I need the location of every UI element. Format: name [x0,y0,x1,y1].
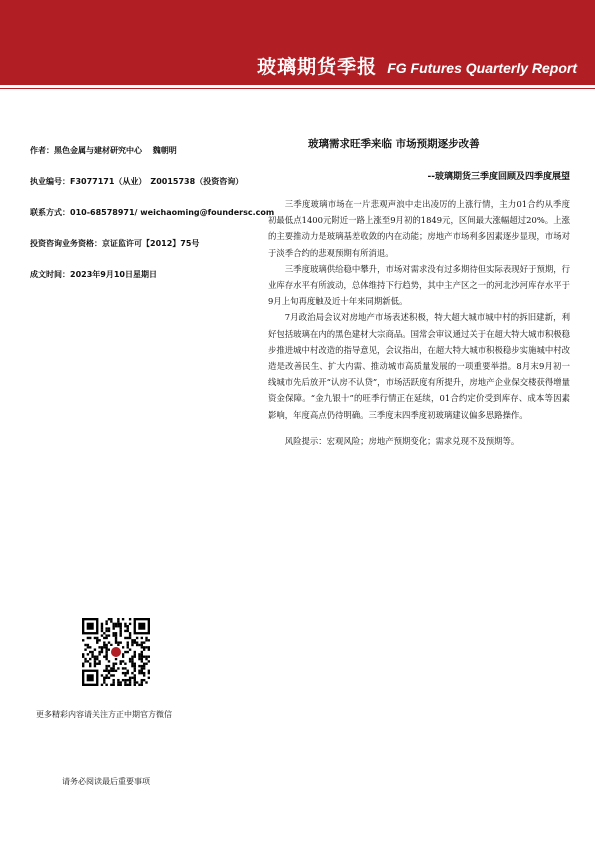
wechat-qr-code [82,618,150,686]
article [268,136,570,449]
footer-note: 请务必阅读最后重要事项 [62,777,150,786]
qr-caption: 更多精彩内容请关注方正中期官方微信 [36,710,172,719]
author-line: 作者：黑色金属与建材研究中心 魏朝明 [30,146,177,155]
qr-code-icon [82,618,150,686]
risk-warning: 风险提示：宏观风险；房地产预期变化；需求兑现不及预期等。 [284,435,520,446]
author-meta [30,145,275,300]
contact-line: 联系方式：010-68578971/ weichaoming@foundersc.com [30,208,275,217]
date-line: 成文时间：2023年9月10日星期日 [30,270,157,279]
header-titles [257,52,577,79]
header-divider [0,88,595,89]
article-title: 玻璃需求旺季来临 市场预期逐步改善 [308,138,480,150]
report-title-en: FG Futures Quarterly Report [387,60,577,76]
article-subtitle: --玻璃期货三季度回顾及四季度展望 [427,172,570,182]
report-title-cn: 玻璃期货季报 [257,56,378,78]
paragraph: 三季度玻璃市场在一片悲观声浪中走出凌厉的上涨行情，主力01合约从季度初最低点1400元附近一路上涨至9月初的1849元，区间最大涨幅超过20%。上涨的主要推动力是玻璃基差收敛的内在动能；房地产市场利多因素逐步显现，市场对于淡季合约的悲观预期有所消退。 [268,199,570,258]
paragraph: 三季度玻璃供给稳中攀升，市场对需求没有过多期待但实际表现好于预期，行业库存水平有所波动，总体维持下行趋势，其中主产区之一的河北沙河库存水平于9月上旬再度触及近十年来同期新低。 [268,263,570,307]
article-body [268,196,570,449]
qualification-line: 投资咨询业务资格：京证监许可【2012】75号 [30,239,200,248]
paragraph: 7月政治局会议对房地产市场表述积极，特大超大城市城中村的拆旧建新，利好包括玻璃在内的黑色建材大宗商品。国常会审议通过关于在超大特大城市积极稳步推进城中村改造的指导意见，会议指出，在超大特大城市积极稳步实施城中村改造是改善民生、扩大内需、推动城市高质量发展的一项重要举措。8月末9月初一线城市先后放开“认房不认贷”，市场活跃度有所提升，房地产企业保交楼获得增量资金保障。“金九银十”的旺季行情正在延续，01合约定价受到库存、成本等因素影响，年度高点仍待明确。三季度末四季度初玻璃建议偏多思路操作。 [268,312,570,420]
license-line: 执业编号：F3077171（从业） Z0015738（投资咨询） [30,177,244,186]
